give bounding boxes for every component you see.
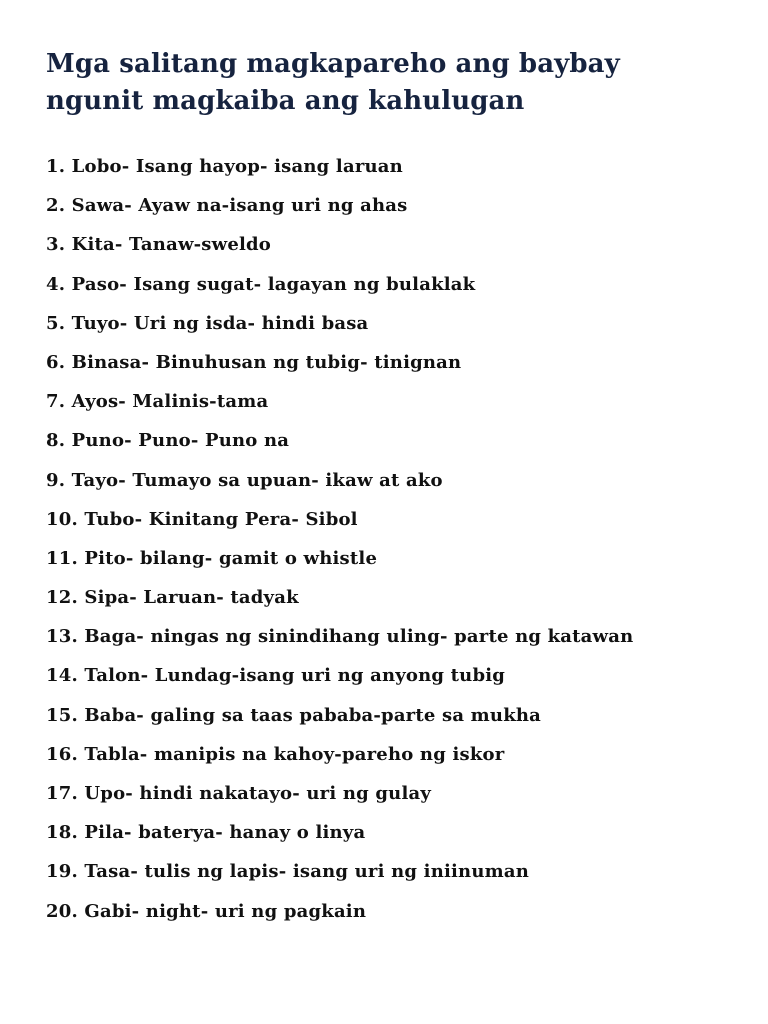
- list-item-9: 9. Tayo- Tumayo sa upuan- ikaw at ako: [46, 469, 443, 491]
- list-item-18: 18. Pila- baterya- hanay o linya: [46, 822, 366, 844]
- list-item-10: 10. Tubo- Kinitang Pera- Sibol: [46, 508, 358, 530]
- list-item-3: 3. Kita- Tanaw-sweldo: [46, 234, 272, 256]
- list-item-17: 17. Upo- hindi nakatayo- uri ng gulay: [46, 783, 432, 804]
- list-item-5: 5. Tuyo- Uri ng isda- hindi basa: [46, 312, 369, 334]
- list-item-6: 6. Binasa- Binuhusan ng tubig- tinignan: [46, 351, 462, 373]
- title-line-1: Mga salitang magkapareho ang baybay: [46, 49, 620, 79]
- list-item-14: 14. Talon- Lundag-isang uri ng anyong tubig: [46, 665, 506, 687]
- list-item-2: 2. Sawa- Ayaw na-isang uri ng ahas: [46, 195, 408, 217]
- list-item-12: 12. Sipa- Laruan- tadyak: [46, 587, 299, 609]
- list-item-8: 8. Puno- Puno- Puno na: [46, 430, 290, 452]
- homonym-list: [46, 152, 746, 936]
- list-item-4: 4. Paso- Isang sugat- lagayan ng bulaklak: [46, 273, 476, 295]
- list-item-11: 11. Pito- bilang- gamit o whistle: [46, 547, 378, 569]
- list-item-19: 19. Tasa- tulis ng lapis- isang uri ng iniinuman: [46, 861, 530, 883]
- list-item-16: 16. Tabla- manipis na kahoy-pareho ng iskor: [46, 743, 505, 765]
- list-item-15: 15. Baba- galing sa taas pababa-parte sa mukha: [46, 704, 542, 726]
- list-item-1: 1. Lobo- Isang hayop- isang laruan: [46, 156, 403, 177]
- page-title: [46, 46, 746, 120]
- list-item-13: 13. Baga- ningas ng sinindihang uling- parte ng katawan: [46, 626, 634, 648]
- title-line-2: ngunit magkaiba ang kahulugan: [46, 86, 525, 116]
- list-item-7: 7. Ayos- Malinis-tama: [46, 391, 269, 413]
- list-item-20: 20. Gabi- night- uri ng pagkain: [46, 900, 367, 922]
